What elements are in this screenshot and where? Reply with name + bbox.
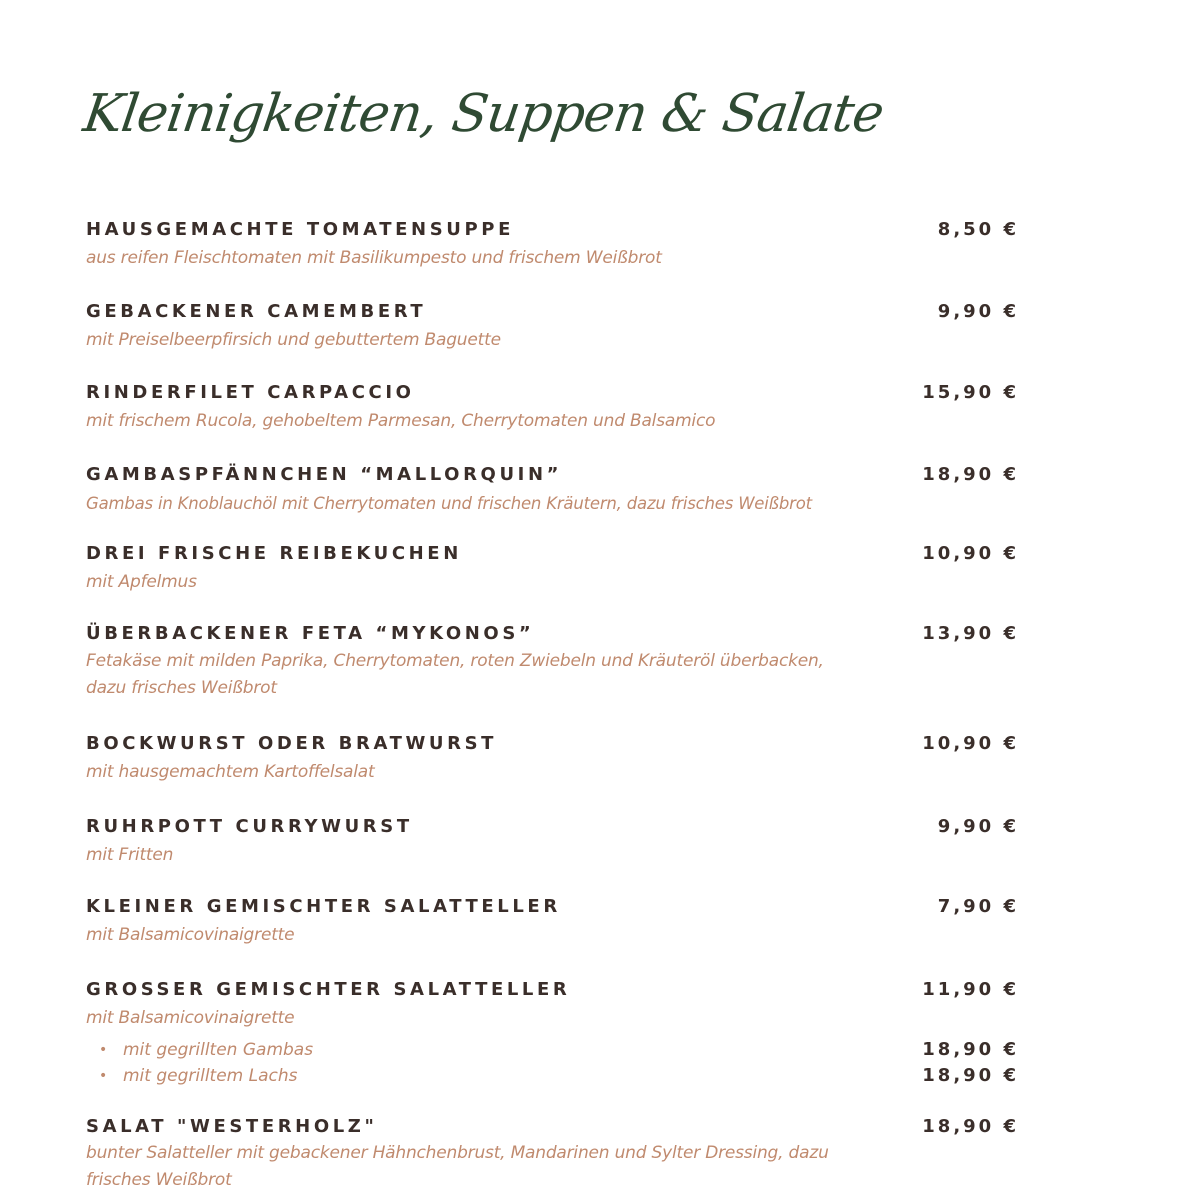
- item-name: RUHRPOTT CURRYWURST: [86, 816, 413, 837]
- item-description: Fetakäse mit milden Paprika, Cherrytomaten, roten Zwiebeln und Kräuteröl überbacken, dazu frisches Weißbrot: [86, 651, 824, 698]
- item-price: 7,90 €: [937, 896, 1019, 917]
- item-name: DREI FRISCHE REIBEKUCHEN: [86, 543, 462, 564]
- item-price: 10,90 €: [922, 543, 1019, 564]
- item-description: mit Apfelmus: [86, 572, 197, 592]
- bullet-icon: •: [99, 1068, 108, 1084]
- option-label: mit gegrillten Gambas: [123, 1040, 314, 1060]
- item-price: 8,50 €: [937, 219, 1019, 240]
- item-price: 9,90 €: [937, 816, 1019, 837]
- item-price: 9,90 €: [937, 301, 1019, 322]
- page-title: Kleinigkeiten, Suppen & Salate: [79, 84, 887, 144]
- item-name: GAMBASPFÄNNCHEN “MALLORQUIN”: [86, 464, 563, 485]
- item-price: 10,90 €: [922, 733, 1019, 754]
- item-price: 11,90 €: [922, 979, 1019, 1000]
- option-price: 18,90 €: [922, 1039, 1019, 1060]
- item-description: bunter Salatteller mit gebackener Hähnchenbrust, Mandarinen und Sylter Dressing, dazu frisches Weißbrot: [86, 1143, 829, 1190]
- item-description: mit Balsamicovinaigrette: [86, 1008, 295, 1028]
- item-description: mit Fritten: [86, 845, 174, 865]
- option-label: mit gegrilltem Lachs: [123, 1066, 298, 1086]
- item-name: BOCKWURST ODER BRATWURST: [86, 733, 498, 754]
- option-price: 18,90 €: [922, 1065, 1019, 1086]
- item-name: GROSSER GEMISCHTER SALATTELLER: [86, 979, 571, 1000]
- item-price: 15,90 €: [922, 382, 1019, 403]
- item-name: GEBACKENER CAMEMBERT: [86, 301, 427, 322]
- item-name: ÜBERBACKENER FETA “MYKONOS”: [86, 623, 535, 644]
- item-description: mit frischem Rucola, gehobeltem Parmesan, Cherrytomaten und Balsamico: [86, 411, 716, 431]
- item-price: 18,90 €: [922, 1116, 1019, 1137]
- item-description: aus reifen Fleischtomaten mit Basilikumpesto und frischem Weißbrot: [86, 248, 662, 268]
- item-name: RINDERFILET CARPACCIO: [86, 382, 415, 403]
- item-name: SALAT "WESTERHOLZ": [86, 1116, 378, 1137]
- item-price: 18,90 €: [922, 464, 1019, 485]
- bullet-icon: •: [99, 1042, 108, 1058]
- item-description: Gambas in Knoblauchöl mit Cherrytomaten und frischen Kräutern, dazu frisches Weißbrot: [86, 494, 812, 513]
- item-description: mit Preiselbeerpfirsich und gebuttertem Baguette: [86, 330, 501, 350]
- item-name: HAUSGEMACHTE TOMATENSUPPE: [86, 219, 514, 240]
- item-description: mit hausgemachtem Kartoffelsalat: [86, 762, 375, 782]
- item-price: 13,90 €: [922, 623, 1019, 644]
- item-description: mit Balsamicovinaigrette: [86, 925, 295, 945]
- item-name: KLEINER GEMISCHTER SALATTELLER: [86, 896, 561, 917]
